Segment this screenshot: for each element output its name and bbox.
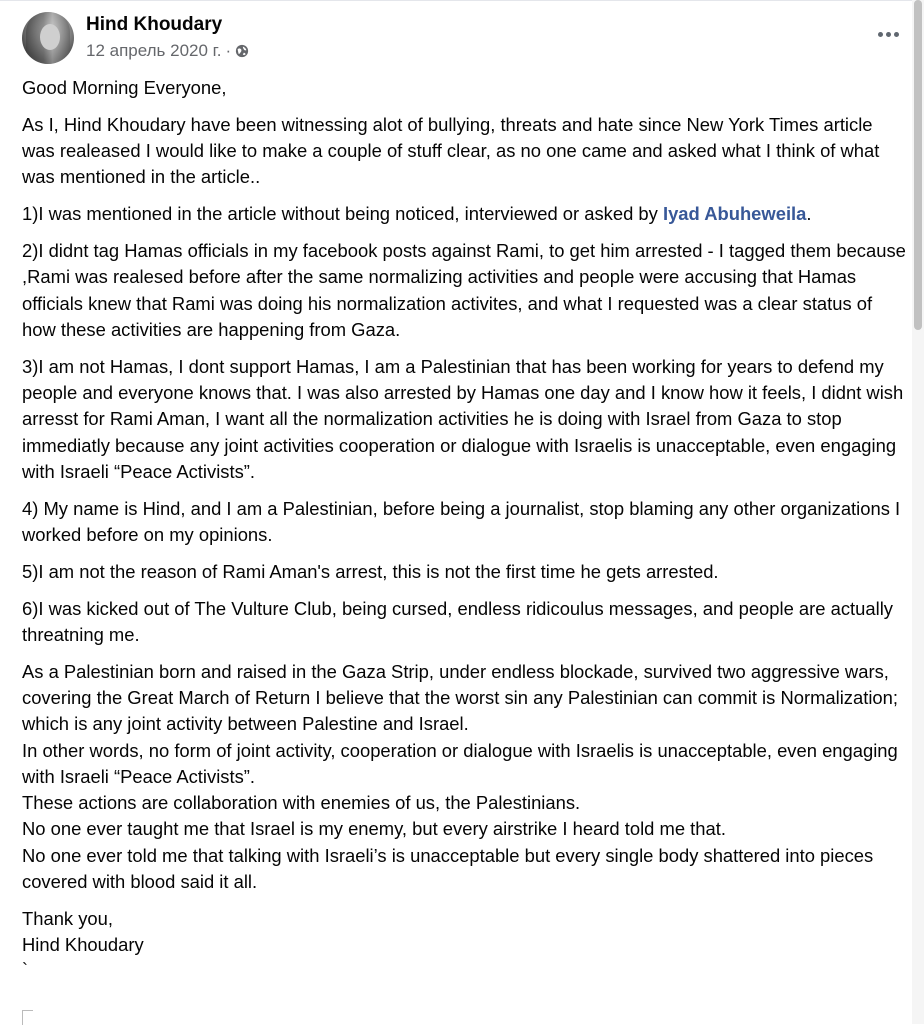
sign-off: [22, 906, 906, 959]
author-name[interactable]: Hind Khoudary: [86, 14, 223, 35]
point-3: 3)I am not Hamas, I dont support Hamas, I am a Palestinian that has been working for years to defend my people and everyone knows that. I was also arrested by Hamas one day and I know how it feels, I didnt wish arresst for Rami Aman, I want all the normalization activities he is doing with Israel from Gaza to stop immediatly because any joint activities cooperation or dialogue with Israelis is unacceptable, even engaging with Israeli “Peace Activists”.: [22, 355, 904, 482]
greeting: Good Morning Everyone,: [22, 77, 227, 98]
more-options-icon[interactable]: [874, 24, 902, 44]
globe-icon[interactable]: [235, 44, 249, 58]
more-dot: [878, 32, 883, 37]
point-2: 2)I didnt tag Hamas officials in my facebook posts against Rami, to get him arrested - I tagged them because ,Rami was realesed before after the same normalizing activities and people were accusing that Hamas officials knew that Rami was doing his normalization activites, and what I requested was a clear status of how these activities are happening from Gaza.: [22, 239, 906, 340]
closing-line: As a Palestinian born and raised in the Gaza Strip, under endless blockade, survived two aggressive wars, covering the Great March of Return I believe that the worst sin any Palestinian can commit is Normalization; which is any joint activity between Palestine and Israel.: [22, 660, 898, 735]
post-body: [22, 75, 906, 979]
closing-line: No one ever told me that talking with Israeli’s is unacceptable but every single body shattered into pieces covered with blood said it all.: [22, 844, 874, 893]
closing-line: These actions are collaboration with enemies of us, the Palestinians.: [22, 792, 581, 814]
more-dot: [886, 32, 891, 37]
point-1: [22, 201, 906, 227]
more-dot: [894, 32, 899, 37]
avatar-face: [40, 24, 60, 50]
thanks-line: Thank you,: [22, 907, 113, 929]
point-4: 4) My name is Hind, and I am a Palestinian, before being a journalist, stop blaming any other organizations I worked before on my opinions.: [22, 497, 901, 545]
intro-paragraph: As I, Hind Khoudary have been witnessing alot of bullying, threats and hate since New York Times article was realeased I would like to make a couple of stuff clear, as no one came and asked what I think of what was mentioned in the article..: [22, 113, 880, 188]
meta-separator: ·: [225, 41, 232, 60]
scrollbar-thumb[interactable]: [914, 0, 922, 330]
closing-paragraph: [22, 659, 906, 896]
point-1-text: 1)I was mentioned in the article without being noticed, interviewed or asked by: [22, 203, 663, 225]
mention-link[interactable]: Iyad Abuheweila: [662, 203, 807, 225]
bottom-edge-mark: [22, 1010, 33, 1025]
post-meta: [86, 41, 249, 61]
trailing-mark: `: [22, 959, 28, 980]
scrollbar[interactable]: [912, 0, 924, 1024]
post-date[interactable]: 12 апрель 2020 г.: [86, 41, 222, 60]
point-5: 5)I am not the reason of Rami Aman's arrest, this is not the first time he gets arrested.: [22, 560, 719, 582]
point-1-end: .: [806, 203, 812, 225]
closing-line: No one ever taught me that Israel is my enemy, but every airstrike I heard told me that.: [22, 818, 726, 840]
post-header: [22, 10, 902, 66]
signature: Hind Khoudary: [22, 934, 144, 956]
point-6: 6)I was kicked out of The Vulture Club, being cursed, endless ridicoulus messages, and people are actually threatning me.: [22, 597, 893, 645]
avatar[interactable]: [22, 12, 74, 64]
closing-line: In other words, no form of joint activity, cooperation or dialogue with Israelis is unacceptable, even engaging with Israeli “Peace Activists”.: [22, 739, 898, 787]
